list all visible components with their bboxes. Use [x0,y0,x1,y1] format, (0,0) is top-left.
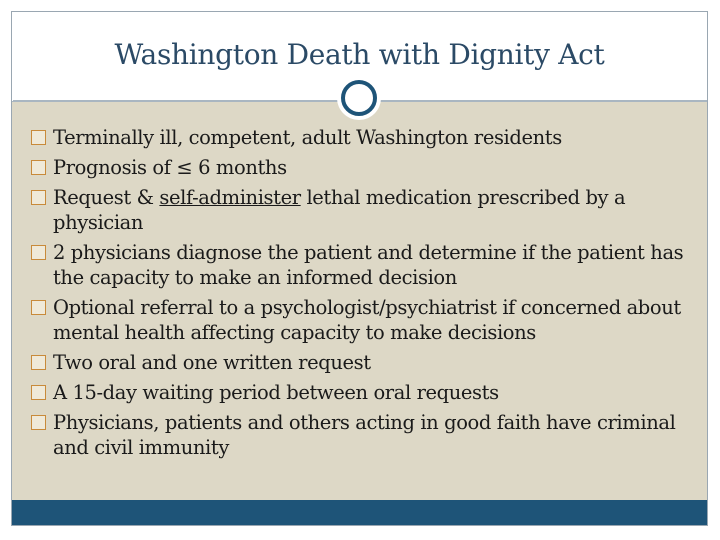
square-bullet-icon [31,300,46,315]
bullet-item [31,380,701,405]
bullet-list [31,125,701,465]
bullet-text: Physicians, patients and others acting in good faith have criminal and civil immunity [53,411,676,459]
slide-frame [11,11,708,526]
ring-icon [341,80,377,116]
bullet-text: Optional referral to a psychologist/psychiatrist if concerned about mental health affecting capacity to make decisions [53,296,681,344]
square-bullet-icon [31,190,46,205]
bullet-text-post: lethal medication prescribed by a physician [53,186,626,234]
slide-title: Washington Death with Dignity Act [114,38,605,71]
square-bullet-icon [31,385,46,400]
bullet-item [31,295,701,345]
square-bullet-icon [31,415,46,430]
bullet-text: A 15-day waiting period between oral requests [53,381,499,404]
bullet-item [31,410,701,460]
square-bullet-icon [31,160,46,175]
square-bullet-icon [31,355,46,370]
footer-bar [12,500,707,525]
bullet-text-underlined: self-administer [159,186,301,209]
bullet-item [31,125,701,150]
bullet-text: 2 physicians diagnose the patient and determine if the patient has the capacity to make an informed decision [53,241,684,289]
bullet-text: Two oral and one written request [53,351,371,374]
bullet-item [31,155,701,180]
bullet-item [31,350,701,375]
bullet-text: Prognosis of ≤ 6 months [53,156,287,179]
square-bullet-icon [31,245,46,260]
bullet-text-pre: Request & [53,186,160,209]
bullet-item [31,185,701,235]
square-bullet-icon [31,130,46,145]
bullet-text: Terminally ill, competent, adult Washington residents [53,126,562,149]
bullet-item [31,240,701,290]
